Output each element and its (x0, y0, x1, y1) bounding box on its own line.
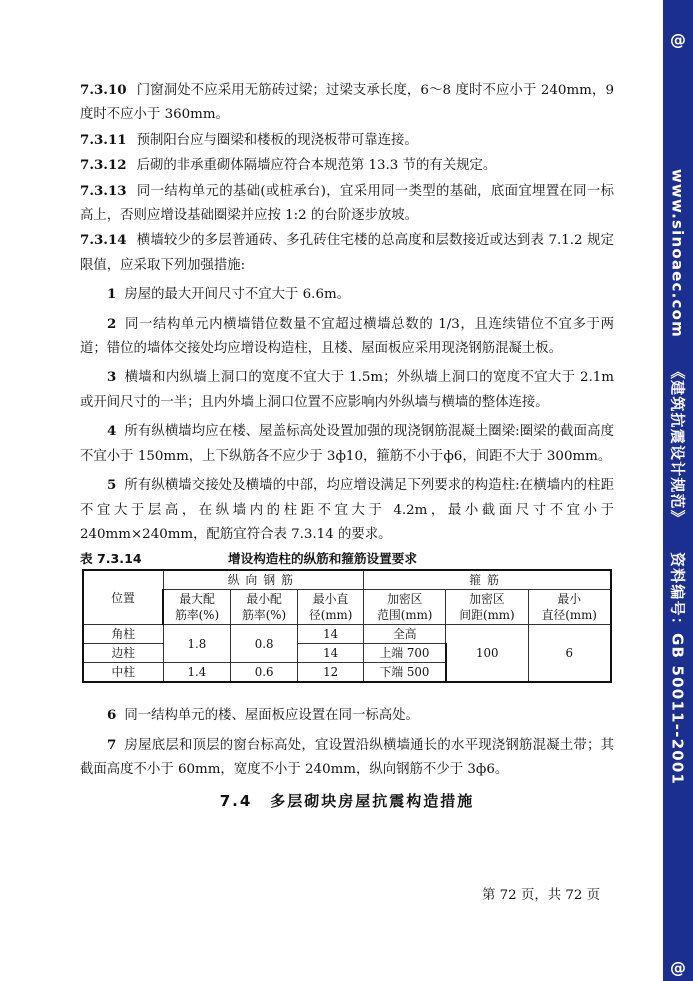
list-item: 1 房屋的最大开间尺寸不宜大于 6.6m。 (107, 286, 351, 303)
table-row: 边柱 14 上端 700 (83, 644, 611, 663)
clause-7-3-11: 7.3.11 预制阳台应与圈梁和楼板的现浇板带可靠连接。 (80, 131, 418, 148)
header-min-diameter: 最小直 径(mm) (298, 590, 364, 625)
side-book-title: 《建筑抗震设计规范》 (668, 363, 687, 526)
list-item: 5 所有纵横墙交接处及横墙的中部，均应增设满足下列要求的构造柱:在横墙内的柱距不宜大于层高，在纵墙内的柱距不宜大于 4.2m，最小截面尺寸不宜小于 240mm×240mm，配筋宜符合表 7.3.14 的要求。 (80, 477, 614, 542)
header-longitudinal: 纵向钢筋 (163, 570, 364, 590)
list-item: 3 横墙和内纵墙上洞口的宽度不宜大于 1.5m；外纵墙上洞口的宽度不宜大于 2.1m 或开间尺寸的一半；且内外墙上洞口位置不应影响内外纵墙与横墙的整体连接。 (80, 369, 614, 410)
table-caption (80, 549, 614, 569)
table-number: 表 7.3.14 (80, 551, 142, 567)
clause-7-3-14: 7.3.14 横墙较少的多层普通砖、多孔砖住宅楼的总高度和层数接近或达到表 7.1.2 规定限值，应采取下列加强措施: (80, 232, 614, 273)
header-max-ratio: 最大配 筋率(%) (163, 590, 231, 625)
page-footer: 第 72 页，共 72 页 (482, 888, 601, 903)
list-item: 6 同一结构单元的楼、屋面板应设置在同一标高处。 (107, 707, 419, 724)
table-row: 角柱 1.8 0.8 14 全高 100 6 (83, 625, 611, 644)
clause-7-3-10: 7.3.10 门窗洞处不应采用无筋砖过梁；过梁支承长度，6～8 度时不应小于 240mm，9 度时不应小于 360mm。 (80, 82, 614, 123)
at-symbol-bottom: @ (670, 958, 686, 977)
header-dense-range: 加密区 范围(mm) (364, 590, 446, 625)
side-doc-code: 资料编号：GB 50011--2001 (668, 551, 687, 786)
clause-7-3-12: 7.3.12 后砌的非承重砌体隔墙应符合本规范第 13.3 节的有关规定。 (80, 157, 497, 174)
list-item: 2 同一结构单元内横墙错位数量不宜超过横墙总数的 1/3，且连续错位不宜多于两道；错位的墙体交接处均应增设构造柱，且楼、屋面板应采用现浇钢筋混凝土板。 (80, 315, 614, 357)
list-item: 4 所有纵横墙均应在楼、屋盖标高处设置加强的现浇钢筋混凝土圈梁:圈梁的截面高度不宜小于 150mm，上下纵筋各不应少于 3ф10，箍筋不小于ф6，间距不大于 300mm。 (80, 423, 614, 464)
header-stirrup: 箍筋 (364, 570, 611, 590)
header-stirrup-diameter: 最小 直径(mm) (528, 590, 611, 625)
at-symbol-top: @ (670, 30, 686, 49)
main-content (80, 78, 614, 813)
reinforcement-table (82, 569, 612, 683)
section-heading: 7.4 多层砌块房屋抗震构造措施 (219, 791, 475, 810)
table-title: 增设构造柱的纵筋和箍筋设置要求 (228, 551, 417, 567)
table-row: 中柱 1.4 0.6 12 下端 500 (83, 663, 611, 683)
header-position: 位置 (83, 570, 163, 625)
header-dense-spacing: 加密区 间距(mm) (446, 590, 528, 625)
clause-7-3-13: 7.3.13 同一结构单元的基础(或桩承台)，宜采用同一类型的基础，底面宜埋置在同一标高上，否则应增设基础圈梁并应按 1:2 的台阶逐步放坡。 (80, 182, 614, 224)
side-banner (663, 0, 693, 981)
list-item: 7 房屋底层和顶层的窗台标高处，宜设置沿纵横墙通长的水平现浇钢筋混凝土带；其截面高度不小于 60mm，宽度不小于 240mm，纵向钢筋不少于 3ф6。 (80, 736, 614, 778)
header-min-ratio: 最小配 筋率(%) (231, 590, 298, 625)
side-website[interactable]: www.sinoaec.com (668, 168, 687, 338)
